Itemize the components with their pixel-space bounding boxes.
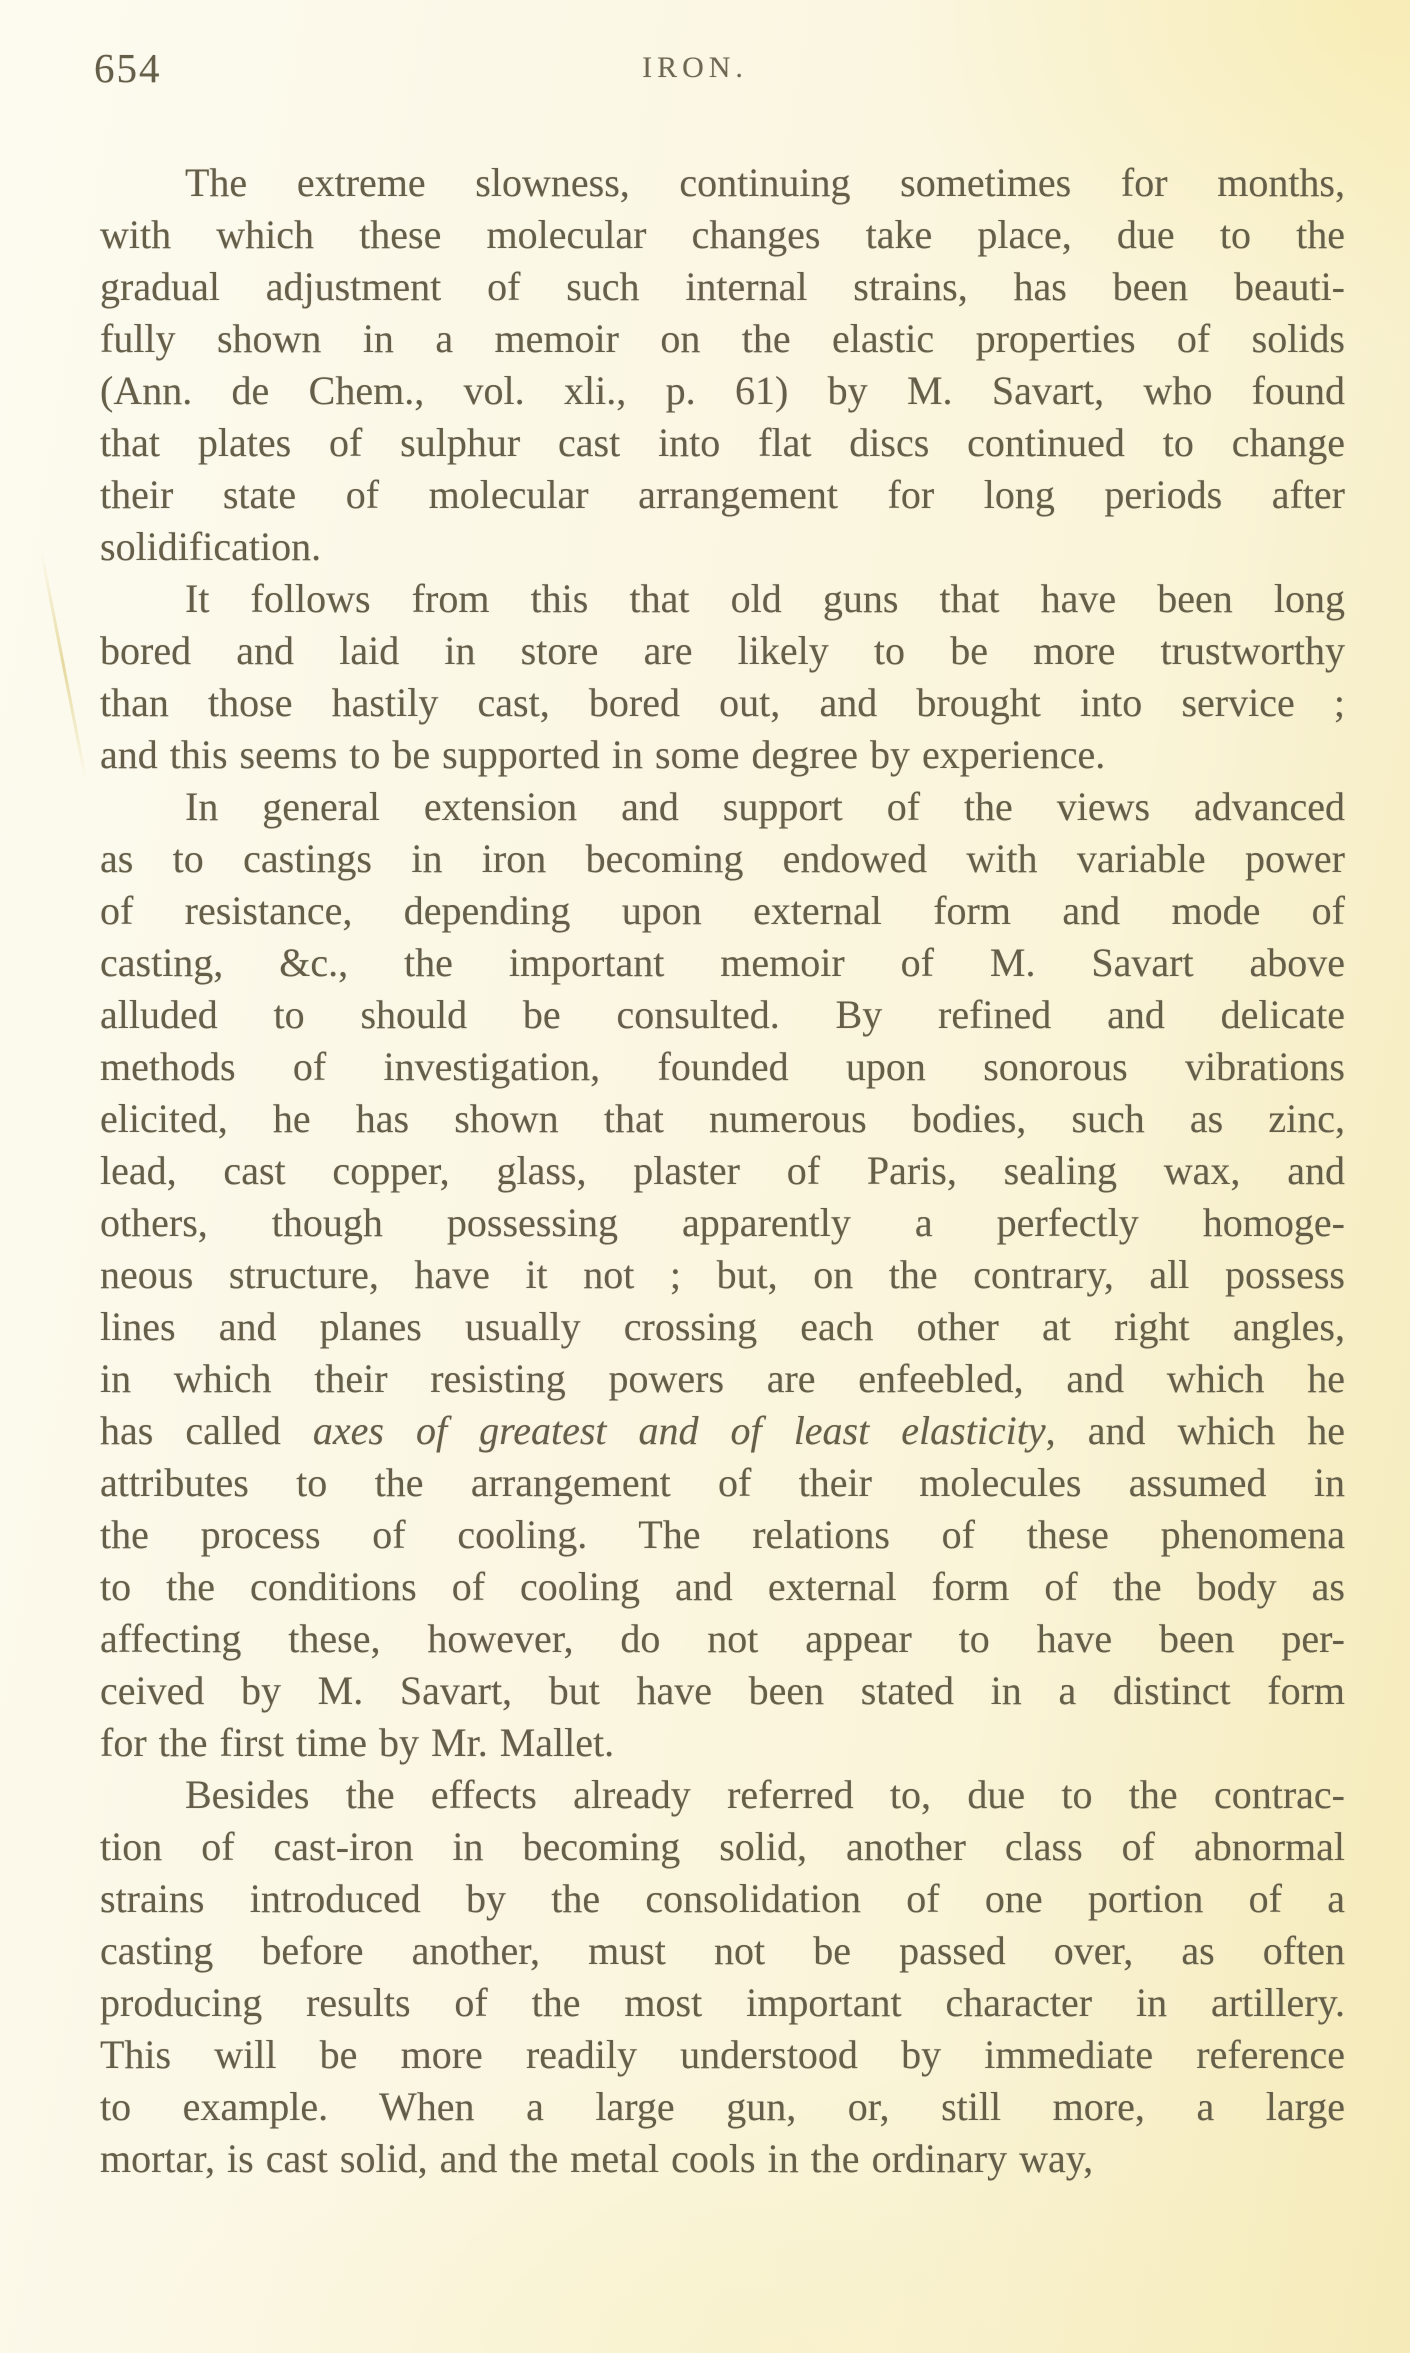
page-header xyxy=(0,44,1410,96)
text-segment: with which these molecular changes take place, due to the xyxy=(100,212,1345,257)
text-segment: neous structure, have it not ; but, on the contrary, all possess xyxy=(100,1252,1345,1297)
text-line xyxy=(100,1405,1345,1457)
text-segment: Besides the effects already referred to, due to the contrac- xyxy=(185,1772,1345,1817)
text-segment: to example. When a large gun, or, still more, a large xyxy=(100,2084,1345,2129)
text-line xyxy=(100,1197,1345,1249)
text-line xyxy=(100,2029,1345,2081)
text-line xyxy=(100,1249,1345,1301)
text-segment: strains introduced by the consolidation of one portion of a xyxy=(100,1876,1345,1921)
text-line xyxy=(100,261,1345,313)
text-segment: alluded to should be consulted. By refined and delicate xyxy=(100,992,1345,1037)
text-line xyxy=(100,625,1345,677)
page-number: 654 xyxy=(94,45,162,91)
text-line xyxy=(100,1613,1345,1665)
text-line xyxy=(100,1717,1345,1769)
text-segment: , and which he xyxy=(1045,1408,1346,1453)
text-segment: the process of cooling. The relations of these phenomena xyxy=(100,1512,1345,1557)
text-line xyxy=(100,1145,1345,1197)
text-segment: has called xyxy=(100,1408,313,1453)
text-line xyxy=(100,1769,1345,1821)
text-segment: their state of molecular arrangement for long periods after xyxy=(100,472,1345,517)
text-segment: lead, cast copper, glass, plaster of Paris, sealing wax, and xyxy=(100,1148,1345,1193)
text-line xyxy=(100,781,1345,833)
text-segment: others, though possessing apparently a perfectly homoge- xyxy=(100,1200,1345,1245)
text-segment: fully shown in a memoir on the elastic properties of solids xyxy=(100,316,1345,361)
text-segment: producing results of the most important character in artillery. xyxy=(100,1980,1345,2025)
text-segment: In general extension and support of the views advanced xyxy=(185,784,1345,829)
text-segment: It follows from this that old guns that have been long xyxy=(185,576,1345,621)
text-line xyxy=(100,729,1345,781)
text-line xyxy=(100,573,1345,625)
text-segment: casting, &c., the important memoir of M. Savart above xyxy=(100,940,1345,985)
text-segment: of resistance, depending upon external form and mode of xyxy=(100,888,1345,933)
text-line xyxy=(100,209,1345,261)
text-line xyxy=(100,1925,1345,1977)
text-line xyxy=(100,1301,1345,1353)
text-segment: attributes to the arrangement of their molecules assumed in xyxy=(100,1460,1345,1505)
italic-phrase: axes of greatest and of least elasticity xyxy=(312,1408,1046,1453)
text-line xyxy=(100,1457,1345,1509)
text-line xyxy=(100,365,1345,417)
text-segment: as to castings in iron becoming endowed with variable power xyxy=(100,836,1345,881)
text-line xyxy=(100,469,1345,521)
text-line xyxy=(100,885,1345,937)
text-segment: than those hastily cast, bored out, and brought into service ; xyxy=(100,680,1345,725)
text-line xyxy=(100,1509,1345,1561)
text-line xyxy=(100,1873,1345,1925)
text-segment: This will be more readily understood by immediate reference xyxy=(100,2032,1345,2077)
text-segment: affecting these, however, do not appear to have been per- xyxy=(100,1616,1345,1661)
text-segment: bored and laid in store are likely to be more trustworthy xyxy=(100,628,1345,673)
text-line xyxy=(100,677,1345,729)
text-line xyxy=(100,1041,1345,1093)
text-line xyxy=(100,521,1345,573)
text-line xyxy=(100,417,1345,469)
text-segment: in which their resisting powers are enfeebled, and which he xyxy=(100,1356,1345,1401)
text-line xyxy=(100,1977,1345,2029)
text-segment: and this seems to be supported in some degree by experience. xyxy=(100,732,1106,777)
running-head: IRON. xyxy=(642,51,748,84)
text-segment: to the conditions of cooling and external form of the body as xyxy=(100,1564,1345,1609)
text-block xyxy=(100,157,1345,2185)
text-line xyxy=(100,937,1345,989)
text-line xyxy=(100,157,1345,209)
text-segment: tion of cast-iron in becoming solid, another class of abnormal xyxy=(100,1824,1345,1869)
crease-mark xyxy=(40,550,88,781)
text-line xyxy=(100,313,1345,365)
text-line xyxy=(100,833,1345,885)
text-line xyxy=(100,1561,1345,1613)
text-segment: (Ann. de Chem., vol. xli., p. 61) by M. Savart, who found xyxy=(100,368,1345,413)
text-segment: The extreme slowness, continuing sometimes for months, xyxy=(185,160,1345,205)
text-segment: ceived by M. Savart, but have been stated in a distinct form xyxy=(100,1668,1345,1713)
text-segment: solidification. xyxy=(100,524,322,569)
text-segment: methods of investigation, founded upon sonorous vibrations xyxy=(100,1044,1345,1089)
text-line xyxy=(100,1821,1345,1873)
text-line xyxy=(100,2133,1345,2185)
text-line xyxy=(100,2081,1345,2133)
text-segment: that plates of sulphur cast into flat discs continued to change xyxy=(100,420,1345,465)
text-segment: casting before another, must not be passed over, as often xyxy=(100,1928,1345,1973)
text-line xyxy=(100,1353,1345,1405)
text-segment: mortar, is cast solid, and the metal cools in the ordinary way, xyxy=(100,2136,1094,2181)
text-segment: gradual adjustment of such internal strains, has been beauti- xyxy=(100,264,1345,309)
text-segment: for the first time by Mr. Mallet. xyxy=(100,1720,615,1765)
text-segment: elicited, he has shown that numerous bodies, such as zinc, xyxy=(100,1096,1345,1141)
text-line xyxy=(100,1093,1345,1145)
text-line xyxy=(100,1665,1345,1717)
text-line xyxy=(100,989,1345,1041)
text-segment: lines and planes usually crossing each other at right angles, xyxy=(100,1304,1345,1349)
